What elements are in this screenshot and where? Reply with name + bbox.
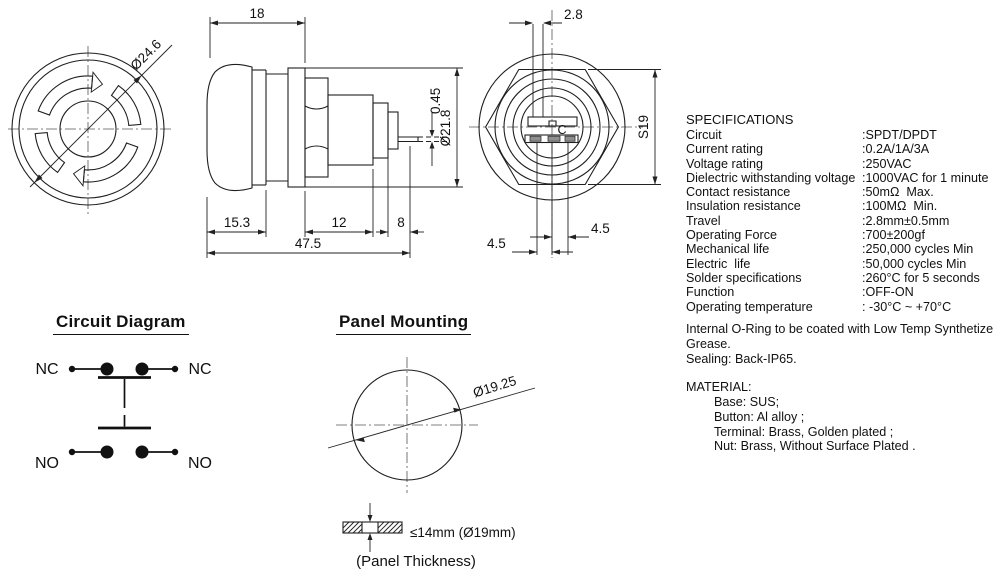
spec-label: Function — [686, 285, 735, 300]
hole-dia-label: Ø19.25 — [471, 373, 519, 401]
circuit-nc-contacts — [69, 363, 178, 378]
spec-label: Operating temperature — [686, 299, 813, 314]
spec-label: Contact resistance — [686, 185, 791, 200]
spec-value: :50mΩ Max. — [862, 185, 934, 200]
common-terminal-label: C — [557, 123, 567, 137]
spec-row — [686, 157, 998, 171]
spec-value: :1000VAC for 1 minute — [862, 170, 989, 185]
spec-row — [686, 214, 998, 228]
spec-row — [686, 185, 998, 199]
side-head-width-label: 18 — [249, 6, 265, 21]
side-body-length-label: 12 — [331, 215, 347, 230]
back-view-drawing — [465, 0, 680, 265]
panel-thickness-label: ≤14mm (Ø19mm) — [410, 525, 516, 540]
panel-thickness-section — [343, 503, 516, 570]
spec-value: :50,000 cycles Min — [862, 256, 967, 271]
spec-row — [686, 285, 998, 299]
spec-value: :2.8mm±0.5mm — [862, 213, 950, 228]
note-oring-line1: Internal O-Ring to be coated with Low Temp Synthetize — [686, 322, 994, 336]
spec-label: Dielectric withstanding voltage — [686, 170, 856, 185]
specifications-section — [686, 111, 998, 314]
spec-row — [686, 128, 998, 142]
panel-thickness-caption: (Panel Thickness) — [356, 553, 476, 570]
spec-label: Insulation resistance — [686, 199, 801, 214]
spec-row — [686, 228, 998, 242]
side-bushing-dia-label: Ø21.8 — [438, 109, 453, 147]
circuit-actuator — [98, 379, 151, 428]
side-pin-length-label: 8 — [397, 215, 405, 230]
material-item: Button: Al alloy ; — [714, 409, 805, 424]
panel-mounting-drawing — [298, 335, 588, 581]
mounting-hole — [328, 357, 535, 493]
side-view-drawing — [195, 0, 475, 265]
spec-value: :700±200gf — [862, 228, 925, 243]
spec-label: Operating Force — [686, 228, 777, 243]
circuit-diagram-title: Circuit Diagram — [53, 312, 189, 335]
spec-label: Voltage rating — [686, 156, 764, 171]
spec-value: :100MΩ Min. — [862, 199, 938, 214]
circuit-nc-right-label: NC — [188, 361, 212, 378]
back-terminal-width-label: 2.8 — [564, 7, 583, 22]
circuit-diagram-drawing — [18, 330, 248, 490]
circuit-nc-left-label: NC — [35, 361, 59, 378]
spec-row — [686, 171, 998, 185]
side-total-length-label: 47.5 — [294, 236, 322, 251]
spec-label: Circuit — [686, 128, 722, 142]
note-sealing: Sealing: Back-IP65. — [686, 352, 797, 367]
spec-row — [686, 257, 998, 271]
spec-label: Current rating — [686, 142, 763, 157]
notes-section — [686, 322, 1000, 368]
spec-label: Mechanical life — [686, 242, 770, 257]
note-oring-line2: Grease. — [686, 337, 731, 352]
back-pitch-left-label: 4.5 — [487, 236, 506, 251]
back-dim-terminal-width — [509, 7, 583, 26]
back-hex-size-label: S19 — [636, 114, 651, 140]
spec-value: :SPDT/DPDT — [862, 128, 937, 142]
back-dim-pin-pitch — [487, 221, 610, 255]
spec-row — [686, 300, 998, 314]
spec-value: :250,000 cycles Min — [862, 242, 974, 257]
side-dim-bushing-dia — [305, 68, 463, 187]
material-title: MATERIAL: — [686, 380, 752, 394]
material-item: Nut: Brass, Without Surface Plated . — [714, 439, 916, 454]
spec-label: Solder specifications — [686, 270, 802, 285]
spec-value: : -30°C ~ +70°C — [862, 299, 952, 314]
spec-label: Travel — [686, 213, 721, 228]
spec-row — [686, 242, 998, 256]
material-item: Base: SUS; — [714, 395, 780, 409]
circuit-no-contacts — [69, 446, 178, 459]
front-centerlines — [8, 46, 172, 216]
hatch-left — [343, 522, 362, 533]
side-dim-head-width — [210, 6, 305, 63]
panel-mounting-title: Panel Mounting — [336, 312, 471, 335]
side-head-length-label: 15.3 — [223, 215, 251, 230]
spec-value: :0.2A/1A/3A — [862, 142, 930, 157]
spec-row — [686, 199, 998, 213]
side-bottom-dimensions — [207, 146, 424, 258]
side-button-outline — [207, 64, 447, 190]
spec-value: :260°C for 5 seconds — [862, 270, 980, 285]
spec-value: :250VAC — [862, 156, 912, 171]
spec-row — [686, 271, 998, 285]
circuit-no-right-label: NO — [188, 455, 212, 472]
spec-value: :OFF-ON — [862, 285, 914, 300]
side-pin-thickness-label: 0.45 — [428, 87, 443, 114]
back-terminals — [525, 24, 578, 255]
specifications-title: SPECIFICATIONS — [686, 112, 794, 127]
back-pitch-right-label: 4.5 — [591, 221, 610, 236]
front-dia-label: Ø24.6 — [127, 36, 165, 74]
circuit-no-left-label: NO — [35, 455, 59, 472]
material-section — [686, 380, 1000, 454]
material-item: Terminal: Brass, Golden plated ; — [714, 424, 894, 439]
spec-row — [686, 142, 998, 156]
hatch-right — [378, 522, 402, 533]
front-view-drawing — [0, 0, 200, 245]
spec-label: Electric life — [686, 256, 751, 271]
